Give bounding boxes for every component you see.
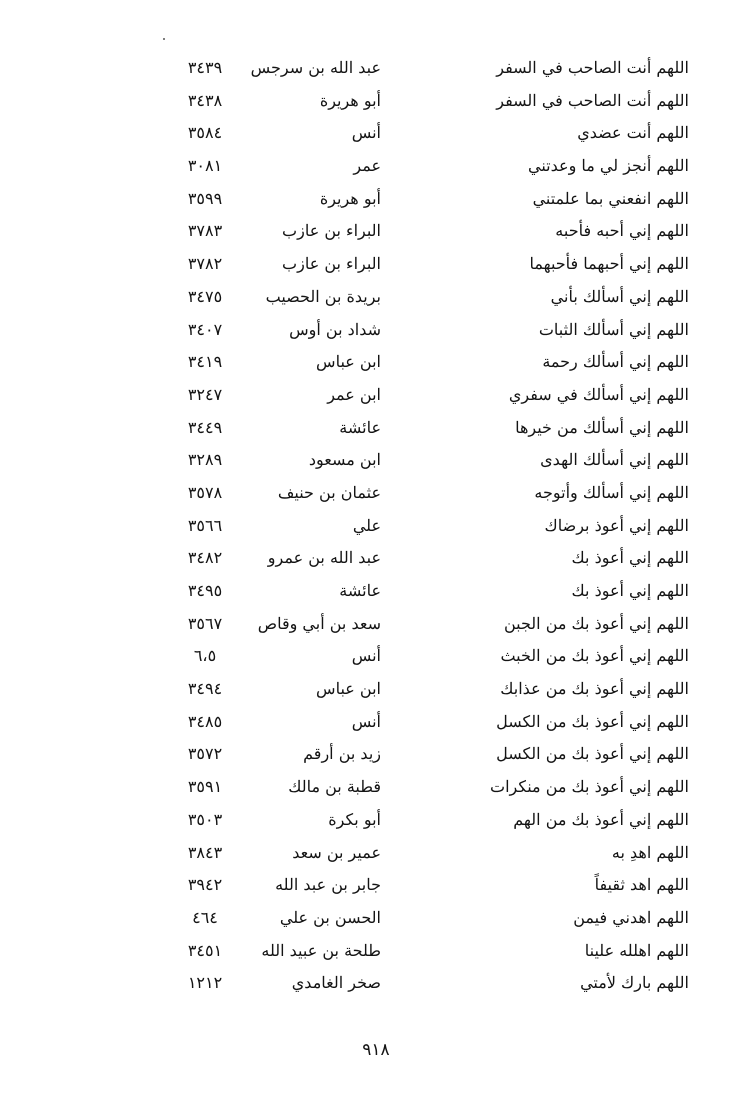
hadith-number: ٣٠٨١: [187, 156, 223, 176]
hadith-number: ٣٤٧٥: [187, 286, 223, 306]
hadith-number: ٣٤٣٩: [187, 58, 223, 77]
narrator-name: البراء بن عازب: [282, 254, 381, 274]
narrator-name: عمر: [353, 156, 381, 176]
index-row: [0, 183, 752, 216]
narrator-name: قطبة بن مالك: [288, 777, 381, 797]
narrator-name: أنس: [351, 123, 381, 143]
hadith-text: اللهم إني أعوذ بك من الكسل: [496, 744, 689, 764]
index-row: [0, 85, 752, 118]
hadith-text: اللهم أنجز لي ما وعدتني: [528, 156, 689, 176]
hadith-text: اللهم إني أسألك وأتوجه: [534, 482, 689, 502]
narrator-name: أبو بكرة: [328, 809, 381, 829]
index-row: [0, 869, 752, 902]
index-row: [0, 706, 752, 739]
hadith-number: ٣٥٠٣: [187, 809, 223, 829]
index-row: [0, 150, 752, 183]
hadith-number: ٣٥٧٢: [187, 744, 223, 764]
hadith-number: ٣٤٩٤: [187, 679, 223, 699]
index-row: [0, 510, 752, 543]
hadith-number: ٣٥٩٩: [187, 188, 223, 208]
narrator-name: زيد بن أرقم: [303, 744, 381, 764]
index-row: [0, 379, 752, 412]
index-row: [0, 444, 752, 477]
index-row: [0, 967, 752, 1000]
hadith-text: اللهم أنت الصاحب في السفر: [496, 90, 689, 110]
hadith-number: ٣٥٩١: [187, 777, 223, 797]
narrator-name: أنس: [351, 711, 381, 731]
index-row: [0, 281, 752, 314]
hadith-text: اللهم إني أسألك بأني: [550, 286, 689, 306]
hadith-number: ٣٨٤٣: [187, 842, 223, 862]
index-row: [0, 542, 752, 575]
hadith-text: اللهم إني أعوذ بك من عذابك: [500, 679, 689, 699]
hadith-text: اللهم إني أسألك من خيرها: [515, 417, 689, 437]
narrator-name: أبو هريرة: [319, 90, 381, 110]
hadith-number: ٣٥٧٨: [187, 482, 223, 502]
hadith-number: ٣٥٨٤: [187, 123, 223, 143]
hadith-text: اللهم إني أسألك في سفري: [508, 384, 689, 404]
narrator-name: ابن مسعود: [308, 450, 381, 470]
hadith-number: ٣٤٠٧: [187, 319, 223, 339]
index-row: [0, 52, 752, 85]
narrator-name: سعد بن أبي وقاص: [257, 613, 381, 633]
narrator-name: عبد الله بن عمرو: [267, 548, 381, 568]
hadith-text: اللهم إني أعوذ بك: [571, 548, 689, 568]
hadith-text: اللهم اهدِ به: [611, 842, 689, 862]
hadith-text: اللهم إني أعوذ بك من منكرات: [490, 777, 689, 797]
index-row: [0, 314, 752, 347]
narrator-name: جابر بن عبد الله: [275, 875, 381, 895]
hadith-number: ٣٩٤٢: [187, 875, 223, 895]
index-row: [0, 902, 752, 935]
index-row: [0, 771, 752, 804]
hadith-text: اللهم اهد ثقيفاً: [594, 875, 689, 895]
hadith-text: اللهم إني أعوذ بك من الكسل: [496, 711, 689, 731]
hadith-text: اللهم إني أسألك الهدى: [540, 450, 689, 470]
index-row: [0, 346, 752, 379]
hadith-text: اللهم اهلله علينا: [584, 940, 689, 960]
narrator-name: الحسن بن علي: [279, 907, 381, 927]
narrator-name: طلحة بن عبيد الله: [261, 940, 381, 960]
page-number: ٩١٨: [362, 1040, 390, 1060]
hadith-number: ٣٥٦٦: [187, 515, 223, 535]
narrator-name: صخر الغامدي: [291, 973, 381, 993]
index-row: [0, 117, 752, 150]
hadith-number: ٣٤٩٥: [187, 581, 223, 600]
hadith-number: ٦،٥: [193, 646, 217, 666]
narrator-name: عبد الله بن سرجس: [250, 58, 381, 77]
index-row: [0, 673, 752, 706]
index-row: [0, 215, 752, 248]
hadith-text: اللهم بارك لأمتي: [580, 973, 689, 993]
hadith-text: اللهم إني أحبه فأحبه: [555, 221, 689, 241]
hadith-number: ٣٤٤٩: [187, 417, 223, 437]
narrator-name: ابن عمر: [327, 384, 381, 404]
hadith-text: اللهم أنت عضدي: [577, 123, 689, 143]
index-row: [0, 477, 752, 510]
narrator-name: عثمان بن حنيف: [277, 482, 381, 502]
narrator-name: بريدة بن الحصيب: [265, 286, 381, 306]
hadith-number: ٣٤٥١: [187, 940, 223, 960]
hadith-text: اللهم إني أعوذ بك من الخبث: [500, 646, 689, 666]
hadith-text: اللهم أنت الصاحب في السفر: [496, 58, 689, 77]
narrator-name: أبو هريرة: [319, 188, 381, 208]
hadith-text: اللهم إني أحبهما فأحبهما: [529, 254, 689, 274]
hadith-number: ٣٧٨٢: [187, 254, 223, 274]
index-row: [0, 248, 752, 281]
narrator-name: علي: [352, 515, 381, 535]
narrator-name: البراء بن عازب: [282, 221, 381, 241]
hadith-number: ٣٧٨٣: [187, 221, 223, 241]
narrator-name: ابن عباس: [316, 352, 381, 372]
hadith-number: ١٢١٢: [187, 973, 223, 993]
index-row: [0, 804, 752, 837]
narrator-name: عمير بن سعد: [292, 842, 381, 862]
narrator-name: ابن عباس: [316, 679, 381, 699]
narrator-name: عائشة: [339, 417, 381, 437]
hadith-text: اللهم اهدني فيمن: [573, 907, 689, 927]
index-row: [0, 837, 752, 870]
hadith-text: اللهم إني أعوذ بك: [571, 581, 689, 600]
narrator-name: شداد بن أوس: [289, 319, 381, 339]
index-row: [0, 640, 752, 673]
narrator-name: أنس: [351, 646, 381, 666]
index-row: [0, 935, 752, 968]
hadith-number: ٣٢٨٩: [187, 450, 223, 470]
hadith-number: ٣٤٨٥: [187, 711, 223, 731]
stray-mark: [163, 38, 165, 40]
index-row: [0, 412, 752, 445]
index-row: [0, 738, 752, 771]
hadith-number: ٣٤١٩: [187, 352, 223, 372]
hadith-number: ٣٤٣٨: [187, 90, 223, 110]
hadith-number: ٣٢٤٧: [187, 384, 223, 404]
hadith-text: اللهم إني أعوذ بك من الهم: [513, 809, 689, 829]
hadith-text: اللهم إني أسألك رحمة: [542, 352, 689, 372]
hadith-text: اللهم انفعني بما علمتني: [532, 188, 689, 208]
hadith-number: ٣٥٦٧: [187, 613, 223, 633]
hadith-number: ٣٤٨٢: [187, 548, 223, 568]
hadith-text: اللهم إني أعوذ برضاك: [544, 515, 689, 535]
narrator-name: عائشة: [339, 581, 381, 600]
hadith-index-table: [0, 52, 752, 1000]
index-row: [0, 608, 752, 641]
hadith-text: اللهم إني أسألك الثبات: [538, 319, 689, 339]
hadith-text: اللهم إني أعوذ بك من الجبن: [503, 613, 689, 633]
hadith-number: ٤٦٤: [192, 907, 218, 927]
index-row: [0, 575, 752, 608]
